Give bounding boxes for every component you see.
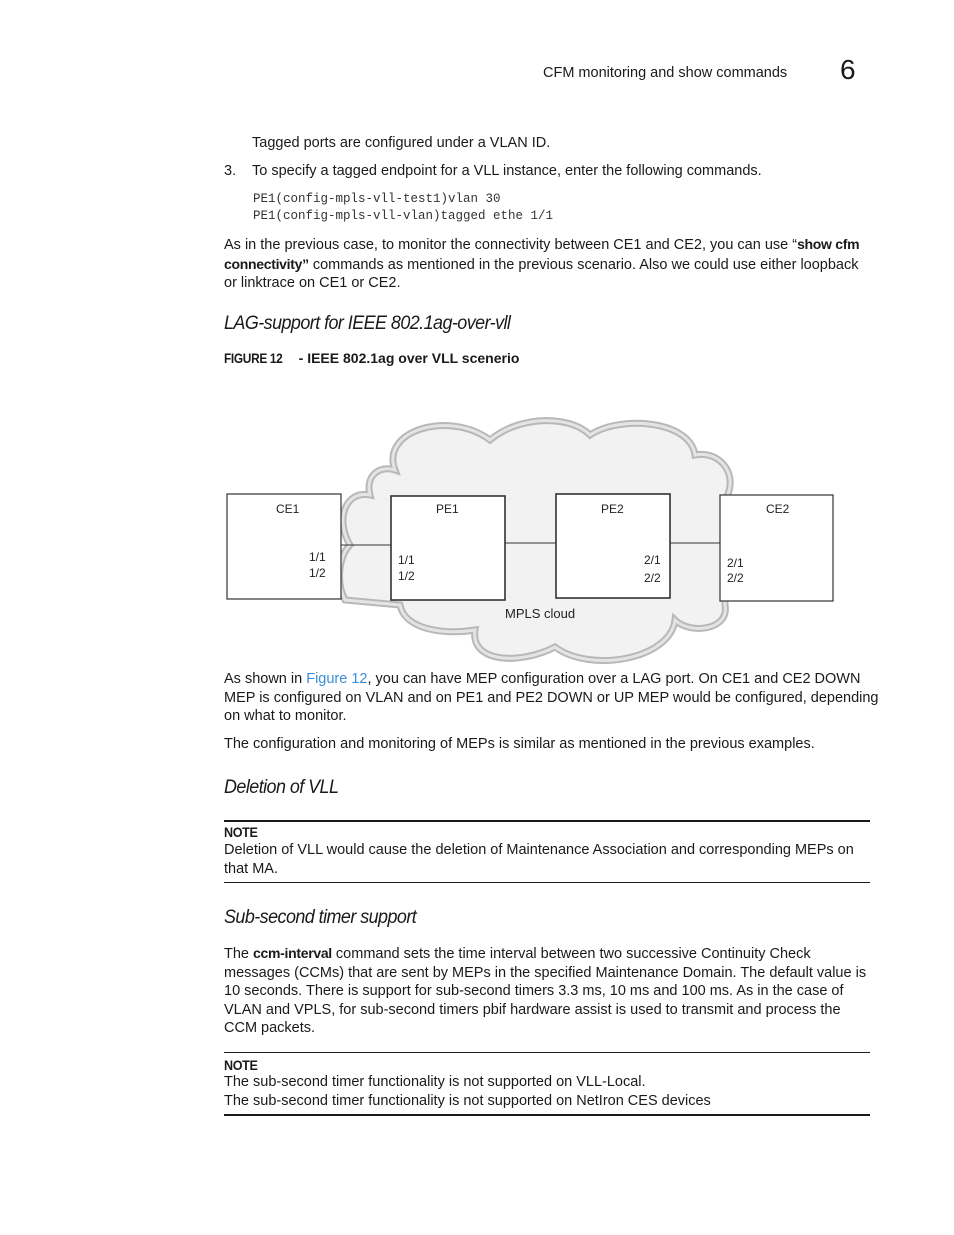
deletion-section-heading: Deletion of VLL (224, 776, 339, 798)
figure-12-link[interactable]: Figure 12 (306, 671, 368, 687)
note-top-rule (224, 820, 870, 822)
lag-paragraph-2: The configuration and monitoring of MEPs is similar as mentioned in the previous examples. (224, 736, 815, 752)
ccm-interval-command: ccm-interval (253, 945, 332, 961)
intro-paragraph: As in the previous case, to monitor the connectivity between CE1 and CE2, you can use “show cfm connectivity” commands as mentioned in the previous scenario. Also we could use either loopback or linktrace on CE1 or CE2. (224, 236, 860, 292)
mpls-cloud-label: MPLS cloud (505, 606, 576, 621)
note-box (224, 824, 261, 842)
code-line: PE1(config-mpls-vll-vlan)tagged ethe 1/1 (253, 209, 554, 223)
lag-section-heading: LAG-support for IEEE 802.1ag-over-vll (224, 312, 511, 334)
pe2-port-label: 2/2 (644, 571, 661, 585)
ce1-label: CE1 (276, 502, 300, 516)
vll-network-diagram (220, 415, 840, 675)
note-text: The sub-second timer functionality is not supported on VLL-Local. The sub-second timer functionality is not supported on NetIron CES devices (224, 1074, 711, 1109)
ce2-label: CE2 (766, 502, 790, 516)
subsecond-paragraph: The ccm-interval command sets the time interval between two successive Continuity Check messages (CCMs) that are sent by MEPs in the specified Maintenance Domain. The default value is 10 seconds. There is support for sub-second timers 3.3 ms, 10 ms and 100 ms. As in the case of VLAN and VPLS, for sub-second timers pbif hardware assist is used to transmit and process the CCM packets. (224, 945, 867, 1037)
note-bottom-rule (224, 882, 870, 883)
note-bottom-rule (224, 1114, 870, 1116)
note-label: NOTE (224, 1057, 258, 1073)
ce1-port-label: 1/1 (309, 550, 326, 564)
chapter-number: 6 (840, 54, 856, 85)
figure-label: FIGURE 12 (224, 350, 283, 366)
note-label: NOTE (224, 824, 258, 840)
ce2-port-label: 2/2 (727, 571, 744, 585)
note-top-rule (224, 1052, 870, 1053)
step-text: To specify a tagged endpoint for a VLL instance, enter the following commands. (252, 163, 762, 179)
code-line: PE1(config-mpls-vll-test1)vlan 30 (253, 192, 501, 206)
pe1-label: PE1 (436, 502, 459, 516)
subsecond-section-heading: Sub-second timer support (224, 906, 417, 928)
lag-paragraph: As shown in Figure 12, you can have MEP configuration over a LAG port. On CE1 and CE2 DOWN MEP is configured on VLAN and on PE1 and PE2 DOWN or UP MEP would be configured, depending on what to monitor. (224, 671, 879, 725)
show-cfm-command: show cfm (797, 236, 860, 252)
step-number: 3. (224, 163, 237, 179)
tagged-ports-text: Tagged ports are configured under a VLAN ID. (252, 135, 551, 151)
connectivity-command: connectivity” (224, 255, 309, 272)
pe1-port-label: 1/2 (398, 569, 415, 583)
ce2-port-label: 2/1 (727, 556, 744, 570)
pe1-port-label: 1/1 (398, 553, 415, 567)
note-text: Deletion of VLL would cause the deletion of Maintenance Association and corresponding MEPs on that MA. (224, 842, 854, 877)
pe2-port-label: 2/1 (644, 553, 661, 567)
figure-caption: FIGURE 12 - IEEE 802.1ag over VLL scenerio (224, 350, 520, 366)
ce1-port-label: 1/2 (309, 566, 326, 580)
pe2-label: PE2 (601, 502, 624, 516)
running-header: CFM monitoring and show commands (543, 65, 788, 81)
